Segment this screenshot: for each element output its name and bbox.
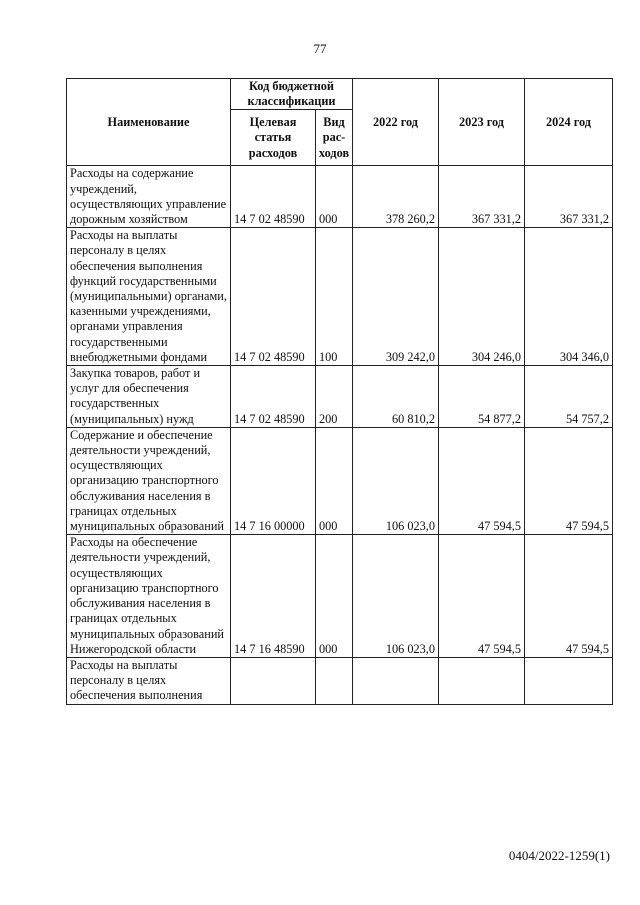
row-value-2024 bbox=[525, 657, 613, 704]
header-expense-type: Вид рас-ходов bbox=[316, 110, 353, 166]
row-value-2022 bbox=[353, 657, 439, 704]
table-row bbox=[67, 166, 613, 228]
row-value-2022: 309 242,0 bbox=[353, 228, 439, 366]
row-value-2022: 60 810,2 bbox=[353, 366, 439, 428]
row-target-article: 14 7 16 00000 bbox=[231, 427, 316, 534]
row-value-2022: 106 023,0 bbox=[353, 535, 439, 658]
document-code: 0404/2022-1259(1) bbox=[508, 848, 610, 863]
budget-table bbox=[66, 78, 613, 705]
row-target-article: 14 7 02 48590 bbox=[231, 166, 316, 228]
row-value-2023: 304 246,0 bbox=[439, 228, 525, 366]
row-target-article: 14 7 02 48590 bbox=[231, 366, 316, 428]
table-row bbox=[67, 228, 613, 366]
row-target-article: 14 7 02 48590 bbox=[231, 228, 316, 366]
table-row bbox=[67, 535, 613, 658]
header-name: Наименование bbox=[67, 79, 231, 166]
table-row bbox=[67, 427, 613, 534]
header-row-1 bbox=[67, 79, 613, 110]
header-target-article: Целевая статья расходов bbox=[231, 110, 316, 166]
row-expense-type: 200 bbox=[316, 366, 353, 428]
header-year-2024: 2024 год bbox=[525, 79, 613, 166]
row-expense-type bbox=[316, 657, 353, 704]
row-value-2023: 47 594,5 bbox=[439, 427, 525, 534]
header-year-2022: 2022 год bbox=[353, 79, 439, 166]
header-code-group: Код бюджетной классификации bbox=[231, 79, 353, 110]
row-name: Закупка товаров, работ и услуг для обеспечения государственных (муниципальных) нужд bbox=[67, 366, 231, 428]
row-target-article bbox=[231, 657, 316, 704]
row-expense-type: 100 bbox=[316, 228, 353, 366]
row-value-2023: 367 331,2 bbox=[439, 166, 525, 228]
page-number: 77 bbox=[313, 41, 327, 56]
row-value-2024: 54 757,2 bbox=[525, 366, 613, 428]
table-row bbox=[67, 657, 613, 704]
row-expense-type: 000 bbox=[316, 427, 353, 534]
row-value-2024: 304 346,0 bbox=[525, 228, 613, 366]
row-value-2024: 367 331,2 bbox=[525, 166, 613, 228]
header-year-2023: 2023 год bbox=[439, 79, 525, 166]
row-value-2024: 47 594,5 bbox=[525, 535, 613, 658]
row-value-2024: 47 594,5 bbox=[525, 427, 613, 534]
row-expense-type: 000 bbox=[316, 166, 353, 228]
row-target-article: 14 7 16 48590 bbox=[231, 535, 316, 658]
row-value-2022: 378 260,2 bbox=[353, 166, 439, 228]
row-name: Расходы на содержание учреждений, осуществляющих управление дорожным хозяйством bbox=[67, 166, 231, 228]
row-value-2023: 54 877,2 bbox=[439, 366, 525, 428]
row-name: Расходы на выплаты персоналу в целях обеспечения выполнения функций государственными (муниципальными) органами, казенными учреждениями, органами управления государственными внебюджетными фондами bbox=[67, 228, 231, 366]
row-expense-type: 000 bbox=[316, 535, 353, 658]
row-name: Расходы на обеспечение деятельности учреждений, осуществляющих организацию транспортного обслуживания населения в границах отдельных муниципальных образований Нижегородской области bbox=[67, 535, 231, 658]
table-row bbox=[67, 366, 613, 428]
row-value-2023: 47 594,5 bbox=[439, 535, 525, 658]
row-value-2023 bbox=[439, 657, 525, 704]
row-value-2022: 106 023,0 bbox=[353, 427, 439, 534]
row-name: Расходы на выплаты персоналу в целях обеспечения выполнения bbox=[67, 657, 231, 704]
row-name: Содержание и обеспечение деятельности учреждений, осуществляющих организацию транспортного обслуживания населения в границах отдельных муниципальных образований bbox=[67, 427, 231, 534]
